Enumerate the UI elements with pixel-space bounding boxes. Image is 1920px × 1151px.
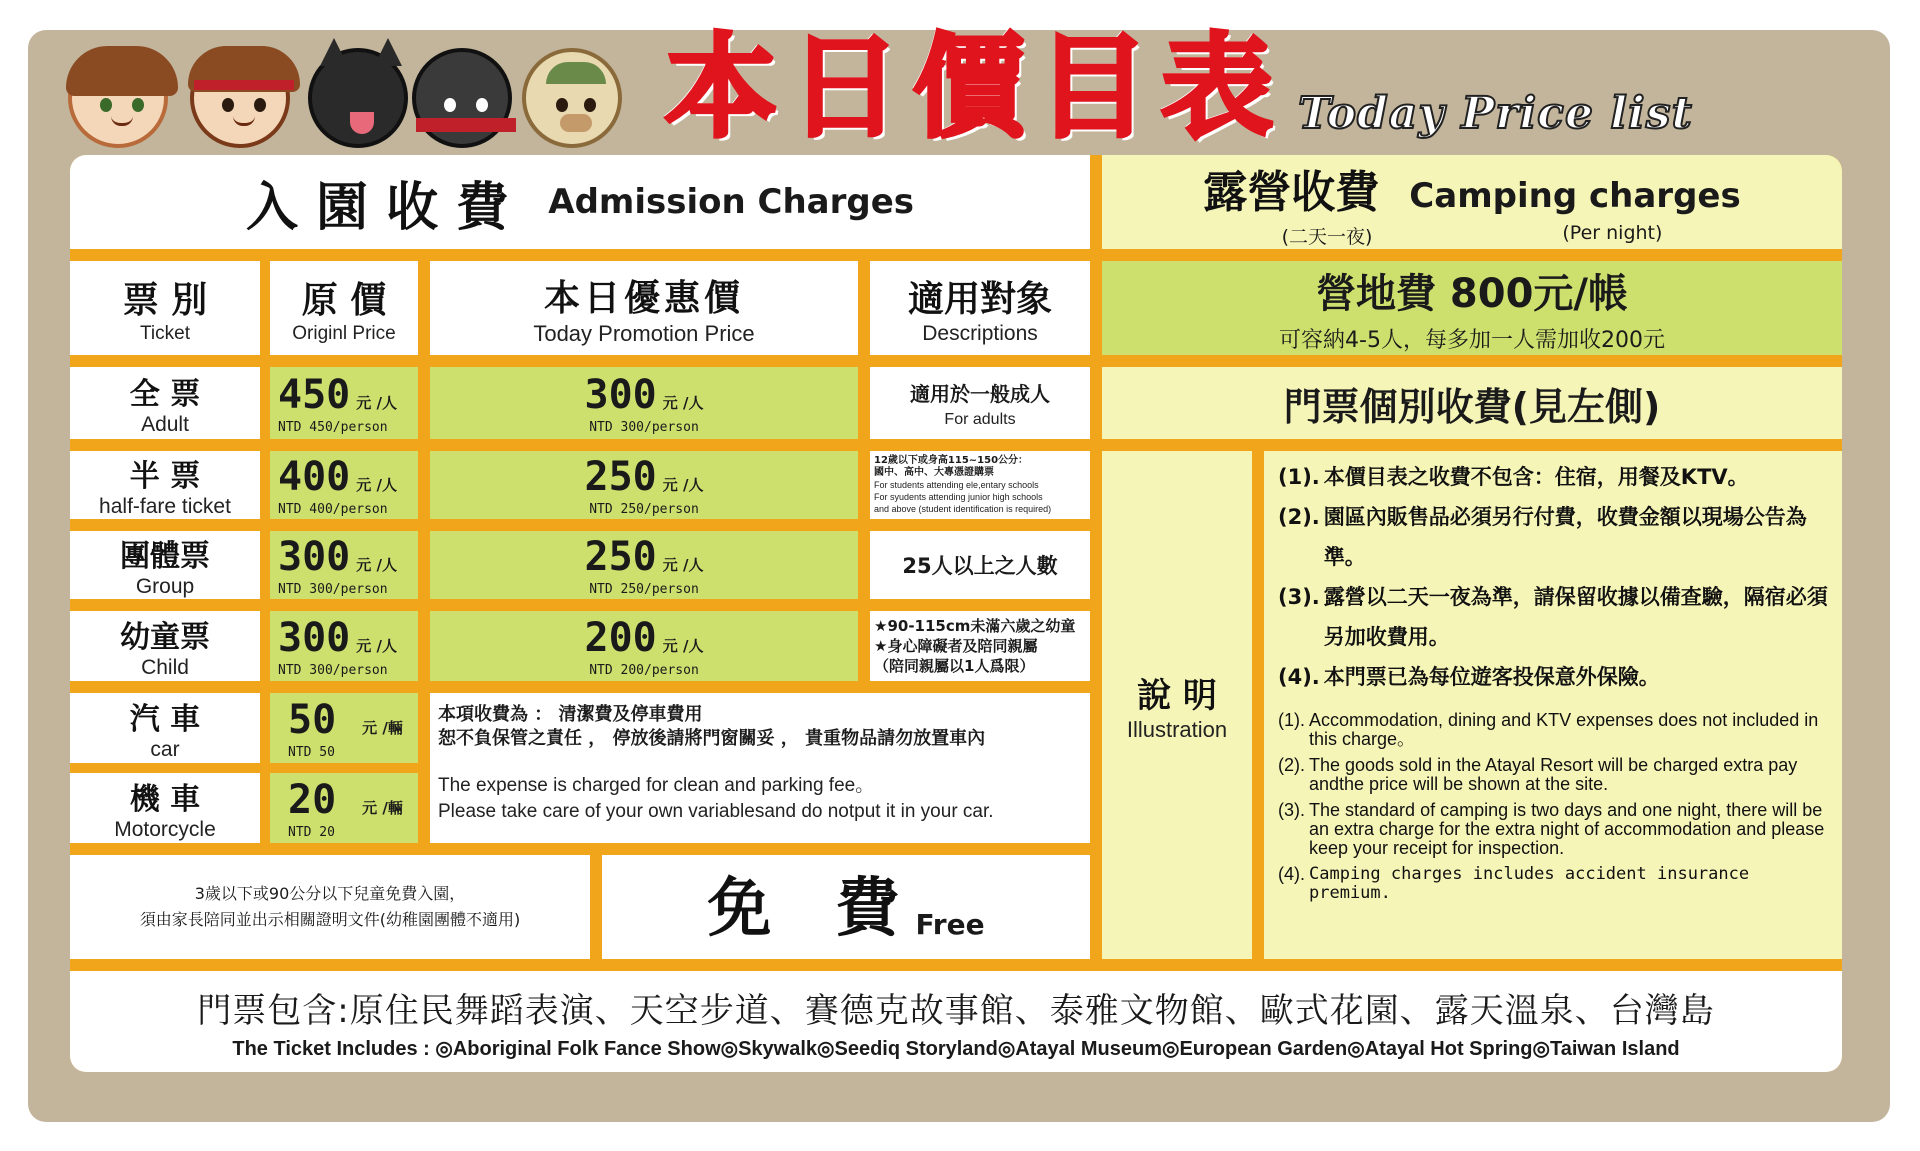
ticket-name-en: half-fare ticket (99, 495, 231, 518)
row-adult-desc (870, 367, 1090, 439)
col-header-desc-zh: 適用對象 (907, 278, 1052, 320)
row-child-ticket (70, 611, 260, 681)
col-header-ticket-en: Ticket (140, 322, 190, 344)
camping-title-en: Camping charges (1409, 175, 1741, 216)
note-text: 園區內販售品必須另行付費，收費金額以現場公告為準。 (1323, 505, 1807, 569)
original-price: 450 (278, 371, 351, 418)
ticket-name-zh: 幼童票 (120, 620, 210, 655)
note-text: The goods sold in the Atayal Resort will be charged extra pay andthe price will be shown at the site. (1309, 755, 1798, 794)
note-text: 本價目表之收費不包含：住宿，用餐及KTV。 (1323, 465, 1749, 489)
row-car-ticket (70, 693, 260, 763)
promo-price-en: NTD 200/person (589, 662, 699, 678)
desc-line: ★身心障礙者及陪同親屬 (874, 637, 1038, 655)
price-unit: 元 /人 (356, 393, 397, 412)
price-unit: 元 /人 (356, 475, 397, 494)
page-subtitle: Today Price list (1298, 88, 1693, 139)
col-header-promo-en: Today Promotion Price (533, 320, 755, 346)
col-header-ticket (70, 261, 260, 355)
row-adult-original (270, 367, 418, 439)
price-unit: 元 /輛 (362, 718, 403, 737)
ticket-name-en: Adult (141, 413, 189, 436)
row-half-ticket (70, 451, 260, 519)
free-label (602, 855, 1090, 959)
ticket-name-zh: 汽 車 (129, 702, 201, 737)
desc-line: For syudents attending junior high schools (874, 492, 1043, 502)
admission-title-zh: 入 園 收 費 (245, 177, 509, 238)
note-number: (4). (1278, 864, 1305, 884)
ticket-name-zh: 機 車 (129, 782, 201, 817)
promo-price-en: NTD 300/person (589, 419, 699, 435)
original-price: 300 (278, 533, 351, 580)
note-number: (1). (1278, 710, 1305, 730)
mascot-black-dog-icon (308, 48, 408, 148)
illustration-en: Illustration (1126, 716, 1228, 742)
site-fee-note: 可容納4-5人，每多加一人需加收200元 (1279, 328, 1665, 353)
note-number: (2). (1278, 505, 1320, 529)
desc-line: 12歲以下或身高115~150公分： (874, 455, 1029, 466)
illustration-zh: 說 明 (1137, 675, 1217, 716)
note-en-item (1278, 865, 1828, 903)
note-number: (1). (1278, 465, 1320, 489)
row-half-original (270, 451, 418, 519)
ticket-name-zh: 全 票 (129, 377, 201, 412)
row-adult-promo (430, 367, 858, 439)
admission-header (70, 155, 1090, 249)
vehicle-note-en: The expense is charged for clean and parking fee。 (438, 775, 875, 796)
col-header-original-en: Originl Price (292, 322, 396, 344)
free-admission-note (70, 855, 590, 959)
mascot-dog-red-icon (412, 48, 512, 148)
note-number: (3). (1278, 585, 1320, 609)
row-child-original (270, 611, 418, 681)
mascot-boy-icon (190, 48, 290, 148)
price-unit: 元 /輛 (362, 798, 403, 817)
notes-en-list (1278, 711, 1828, 910)
vehicle-price: 20 (288, 776, 337, 823)
desc-line: （陪同親屬以1人爲限） (874, 657, 1035, 675)
desc-en: For adults (944, 410, 1016, 428)
row-group-desc (870, 531, 1090, 599)
col-header-promo (430, 261, 858, 355)
row-motorcycle-price (270, 773, 418, 843)
ticket-name-en: Child (141, 656, 189, 679)
note-zh-item (1278, 657, 1828, 697)
ticket-includes-footer (70, 971, 1842, 1072)
note-number: (4). (1278, 665, 1320, 689)
page-title: 本日價目表 (665, 23, 1285, 153)
note-number: (3). (1278, 800, 1305, 820)
original-price-en: NTD 400/person (278, 501, 388, 517)
free-note-line: 須由家長陪同並出示相關證明文件(幼稚園團體不適用) (139, 910, 521, 929)
price-unit: 元 /人 (662, 636, 704, 655)
note-text: 本門票已為每位遊客投保意外保險。 (1323, 665, 1660, 689)
camping-ticket-note (1102, 367, 1842, 439)
note-zh-item (1278, 577, 1828, 657)
price-unit: 元 /人 (662, 393, 704, 412)
vehicle-note-zh: 恕不負保管之責任 ， 停放後請將門窗關妥 ， 貴重物品請勿放置車內 (438, 728, 986, 749)
vehicle-price-en: NTD 20 (288, 824, 335, 840)
desc-line: 國中、高中、大專憑證購票 (874, 467, 994, 478)
note-text: The standard of camping is two days and one night, there will be an extra charge for the extra night of accommodation and please keep your receipt for inspection. (1309, 800, 1825, 858)
ticket-name-zh: 半 票 (129, 459, 201, 494)
ticket-name-zh: 團體票 (120, 539, 210, 574)
camping-sub-en: (Per night) (1562, 221, 1663, 244)
note-en-item (1278, 756, 1828, 794)
ticket-name-en: car (150, 738, 180, 761)
row-motorcycle-ticket (70, 773, 260, 843)
row-half-promo (430, 451, 858, 519)
note-en-item (1278, 801, 1828, 858)
promo-price-en: NTD 250/person (589, 501, 699, 517)
free-label-zh: 免 費 (707, 872, 900, 946)
row-car-price (270, 693, 418, 763)
price-unit: 元 /人 (356, 636, 397, 655)
row-group-promo (430, 531, 858, 599)
ticket-includes-zh: 門票包含:原住民舞蹈表演、天空步道、賽德克故事館、泰雅文物館、歐式花園、露天溫泉、台灣島 (197, 990, 1715, 1031)
camping-header (1102, 155, 1842, 249)
row-group-ticket (70, 531, 260, 599)
col-header-desc (870, 261, 1090, 355)
col-header-desc-en: Descriptions (922, 321, 1038, 345)
desc-line: For students attending ele,entary schools (874, 480, 1039, 490)
desc-zh: 25人以上之人數 (902, 554, 1058, 578)
vehicle-note (430, 693, 1090, 843)
vehicle-price-en: NTD 50 (288, 744, 335, 760)
camping-sub-zh: (二天一夜) (1281, 225, 1373, 248)
price-unit: 元 /人 (662, 475, 704, 494)
promo-price: 250 (584, 453, 657, 500)
note-text: Camping charges includes accident insurance premium. (1309, 864, 1750, 903)
vehicle-note-zh: 本項收費為 ： 清潔費及停車費用 (438, 704, 703, 725)
vehicle-price: 50 (288, 696, 337, 743)
ticket-name-en: Motorcycle (114, 818, 216, 841)
row-half-desc (870, 451, 1090, 519)
original-price: 300 (278, 614, 351, 661)
camping-title-zh: 露營收費 (1203, 166, 1380, 218)
desc-line: ★90-115cm未滿六歲之幼童 (874, 617, 1076, 635)
desc-zh: 適用於一般成人 (910, 381, 1050, 406)
admission-title-en: Admission Charges (548, 182, 915, 222)
ticket-includes-en: The Ticket Includes : ◎Aboriginal Folk Fance Show◎Skywalk◎Seediq Storyland◎Atayal Museum◎European Garden◎Atayal Hot Spring◎Taiwan Island (232, 1037, 1680, 1060)
original-price-en: NTD 300/person (278, 581, 388, 597)
col-header-promo-zh: 本日優惠價 (543, 277, 744, 319)
vehicle-note-en: Please take care of your own variablesand do notput it in your car. (438, 801, 994, 822)
row-adult-ticket (70, 367, 260, 439)
price-unit: 元 /人 (356, 555, 397, 574)
free-note-line: 3歲以下或90公分以下兒童免費入園， (194, 884, 466, 903)
site-fee-label: 營地費 800元/帳 (1315, 271, 1629, 317)
price-table (70, 155, 1842, 1072)
row-child-promo (430, 611, 858, 681)
notes-zh-list (1278, 457, 1828, 697)
illustration-label (1102, 451, 1252, 959)
desc-line: and above (student identification is required) (874, 504, 1052, 514)
free-label-en: Free (915, 908, 985, 941)
original-price-en: NTD 300/person (278, 662, 388, 678)
col-header-original-zh: 原 價 (301, 279, 387, 321)
promo-price-en: NTD 250/person (589, 581, 699, 597)
ticket-name-en: Group (135, 575, 195, 598)
row-child-desc (870, 611, 1090, 681)
camping-site-fee (1102, 261, 1842, 355)
ticket-note-label: 門票個別收費(見左側) (1283, 384, 1661, 429)
promo-price: 250 (584, 533, 657, 580)
original-price: 400 (278, 453, 351, 500)
illustration-notes (1264, 451, 1842, 959)
note-zh-item (1278, 497, 1828, 577)
row-group-original (270, 531, 418, 599)
promo-price: 200 (584, 614, 657, 661)
original-price-en: NTD 450/person (278, 419, 388, 435)
col-header-ticket-zh: 票 別 (122, 279, 208, 321)
mascot-girl-icon (68, 48, 168, 148)
price-unit: 元 /人 (662, 555, 704, 574)
promo-price: 300 (584, 371, 657, 418)
mascot-boar-icon (522, 48, 622, 148)
note-zh-item (1278, 457, 1828, 497)
note-number: (2). (1278, 755, 1305, 775)
note-text: Accommodation, dining and KTV expenses does not included in this charge。 (1309, 710, 1819, 749)
note-text: 露營以二天一夜為準，請保留收據以備查驗，隔宿必須另加收費用。 (1323, 585, 1828, 649)
mascot-group (60, 48, 640, 158)
col-header-original (270, 261, 418, 355)
note-en-item (1278, 711, 1828, 749)
